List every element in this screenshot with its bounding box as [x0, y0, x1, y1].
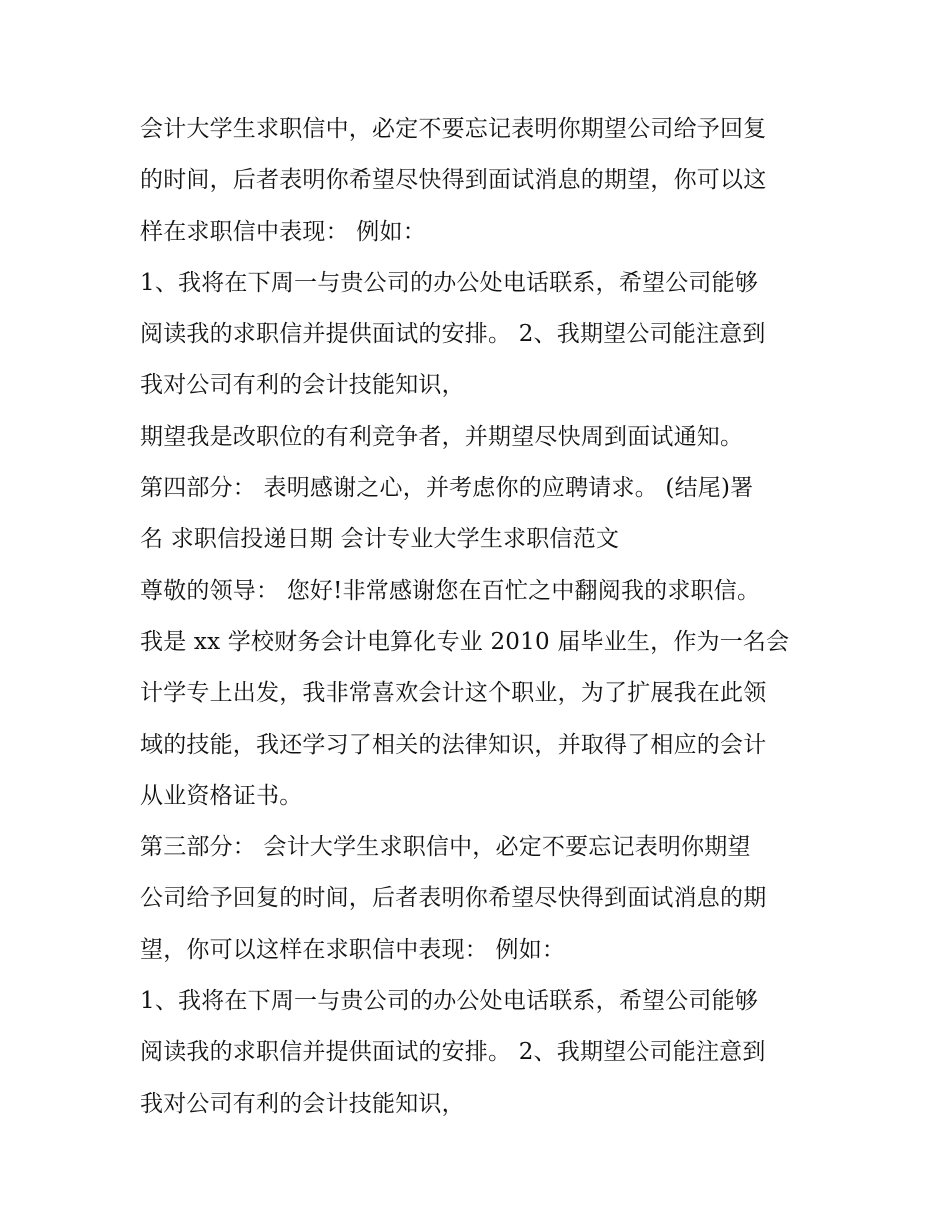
text-line: 会计大学生求职信中，必定不要忘记表明你期望公司给予回复	[140, 116, 767, 142]
text-line: 公司给予回复的时间，后者表明你希望尽快得到面试消息的期	[140, 885, 767, 912]
text-line: 我对公司有利的会计技能知识，	[140, 372, 465, 399]
text-line: 阅读我的求职信并提供面试的安排。 2、我期望公司能注意到	[140, 1039, 766, 1066]
text-line: 期望我是改职位的有利竞争者，并期望尽快周到面试通知。	[140, 423, 744, 450]
text-line: 阅读我的求职信并提供面试的安排。 2、我期望公司能注意到	[140, 321, 766, 348]
text-line: 望，你可以这样在求职信中表现： 例如：	[140, 936, 566, 963]
text-line: 我是 xx 学校财务会计电算化专业 2010 届毕业生，作为一名会	[140, 628, 790, 655]
text-line: 名 求职信投递日期 会计专业大学生求职信范文	[140, 526, 620, 553]
text-line: 1、我将在下周一与贵公司的办公处电话联系，希望公司能够	[140, 269, 759, 296]
text-line: 的时间，后者表明你希望尽快得到面试消息的期望，你可以这	[140, 167, 767, 194]
text-line: 尊敬的领导： 您好!非常感谢您在百忙之中翻阅我的求职信。	[140, 577, 761, 604]
text-line: 1、我将在下周一与贵公司的办公处电话联系，希望公司能够	[140, 988, 759, 1015]
text-line: 第四部分： 表明感谢之心，并考虑你的应聘请求。 (结尾)署	[140, 475, 754, 502]
text-line: 我对公司有利的会计技能知识，	[140, 1090, 465, 1117]
text-line: 样在求职信中表现： 例如：	[140, 218, 426, 245]
text-line: 计学专上出发，我非常喜欢会计这个职业，为了扩展我在此领	[140, 680, 767, 707]
text-line: 从业资格证书。	[140, 782, 303, 809]
document-body	[140, 104, 830, 1130]
text-line: 第三部分： 会计大学生求职信中，必定不要忘记表明你期望	[140, 834, 751, 861]
text-line: 域的技能，我还学习了相关的法律知识，并取得了相应的会计	[140, 731, 767, 758]
